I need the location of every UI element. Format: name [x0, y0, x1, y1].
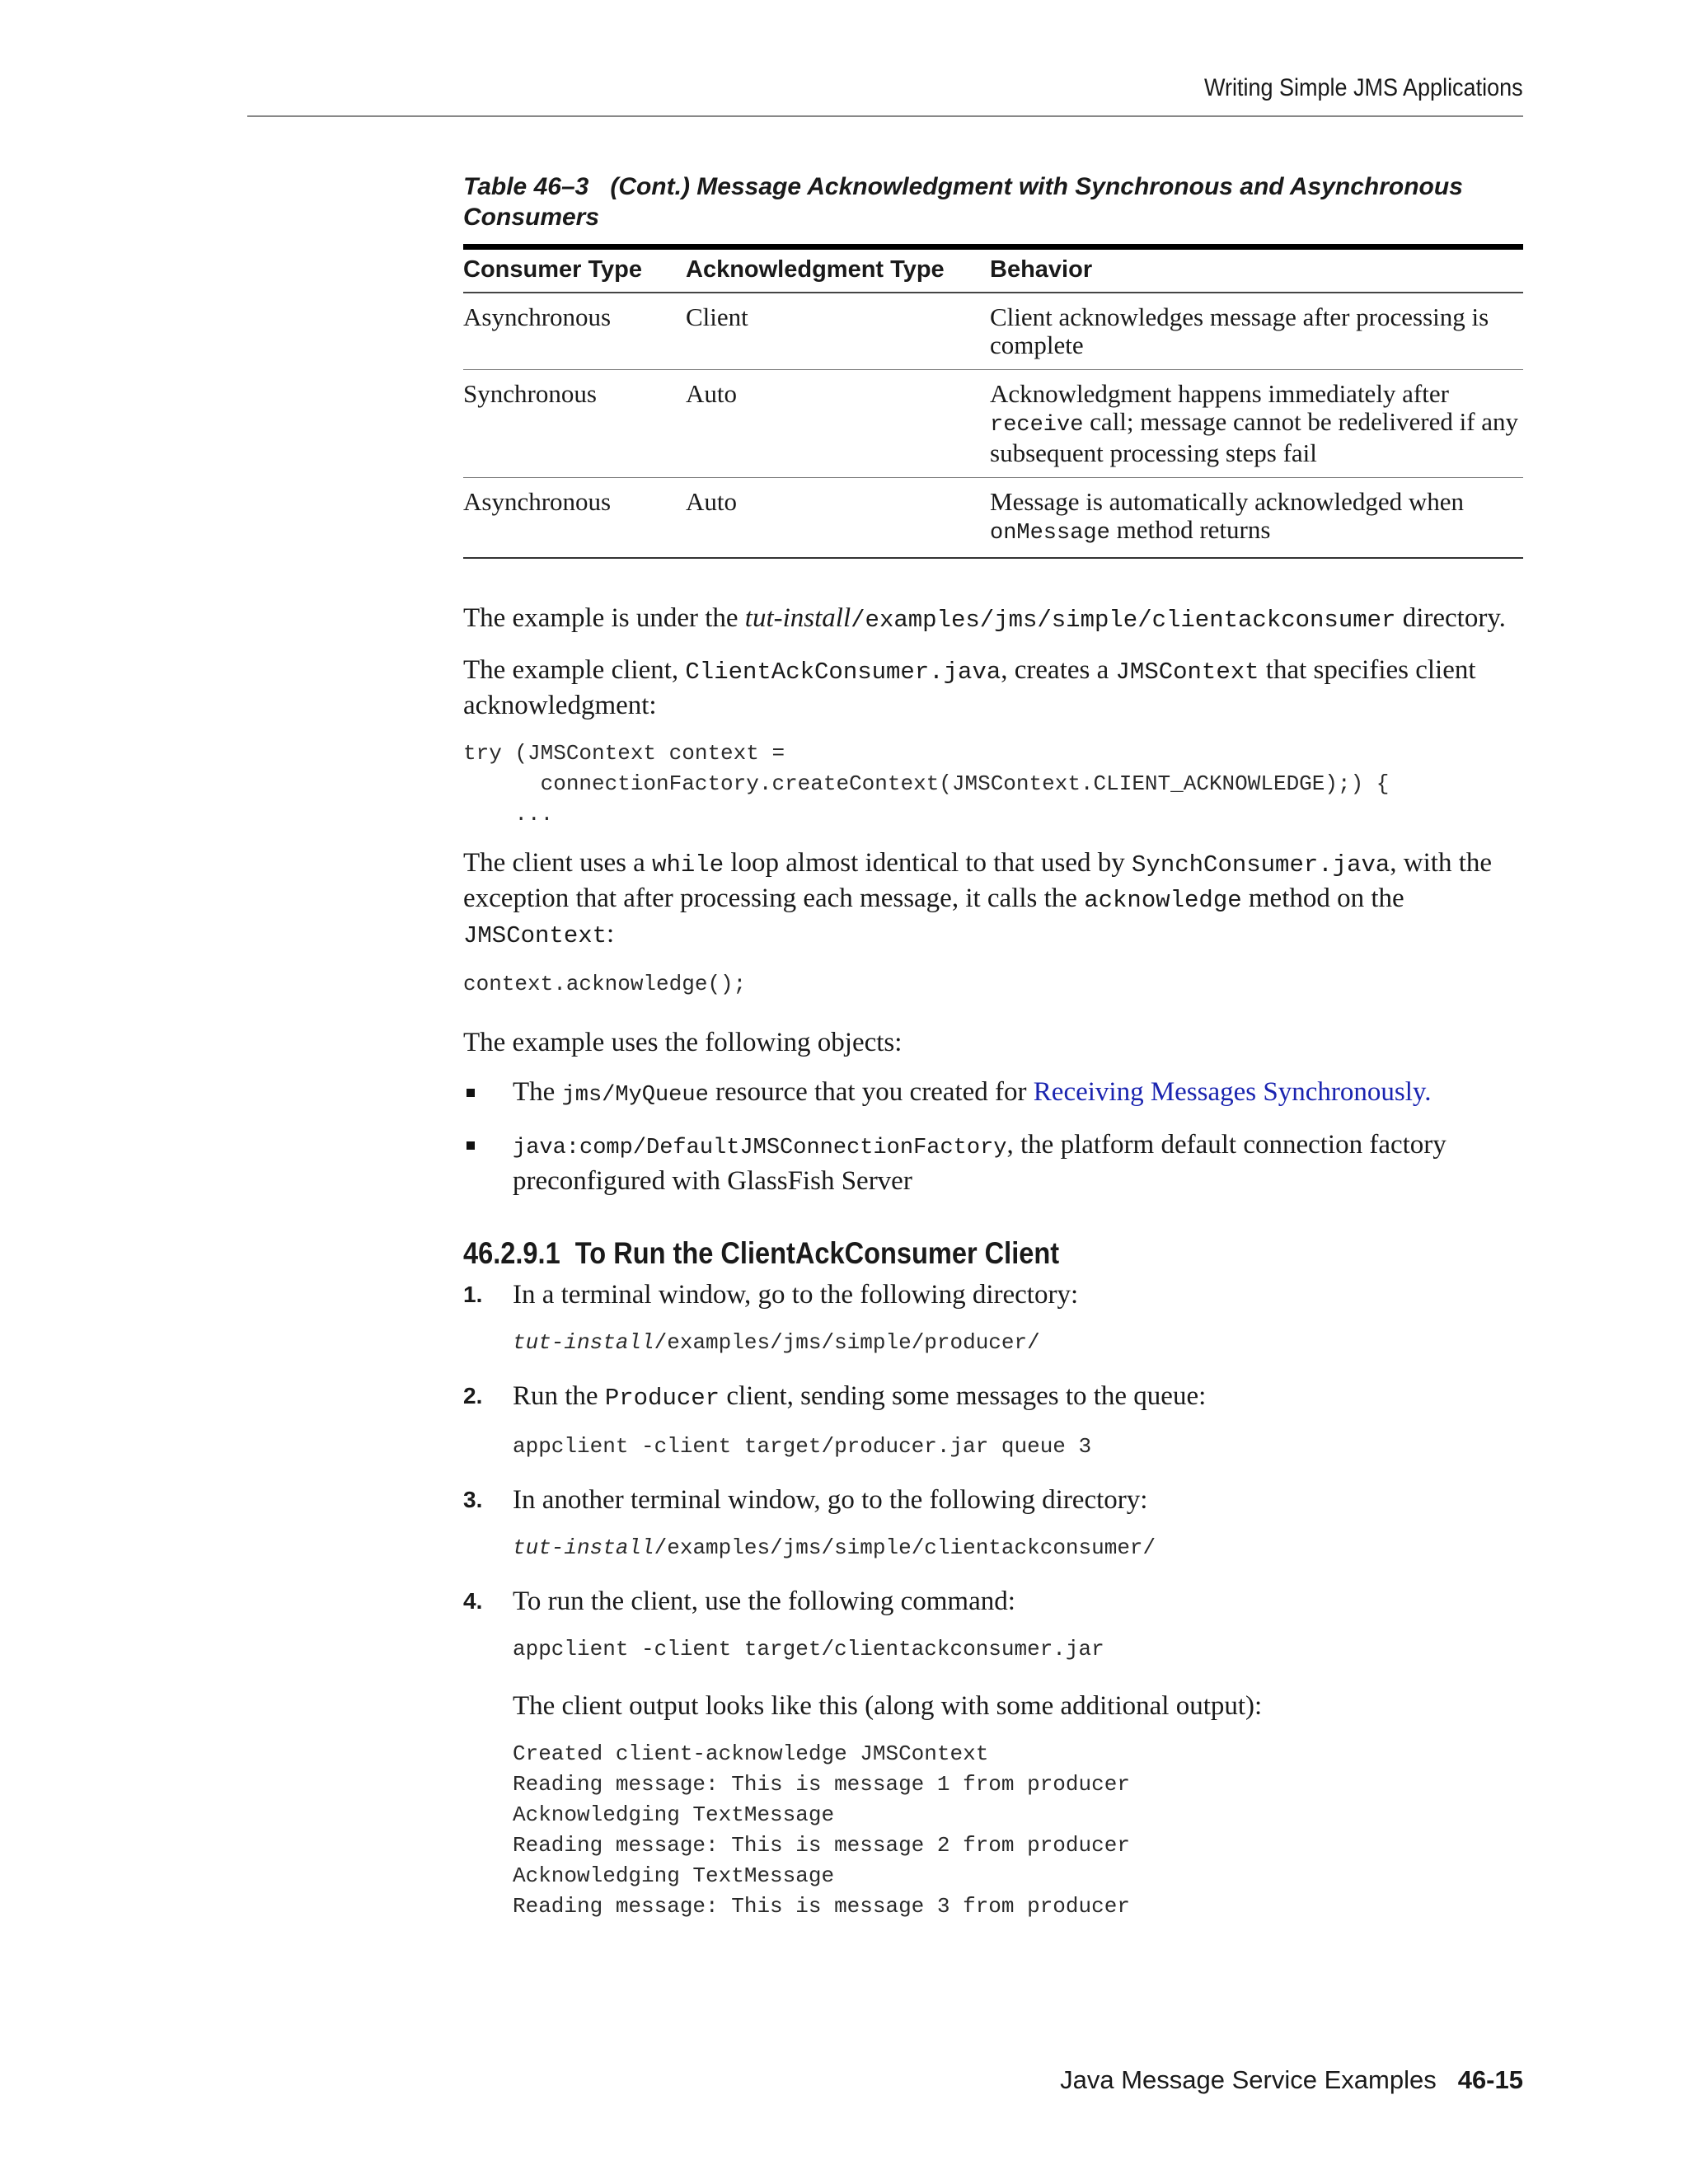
install-path-placeholder: tut-install: [744, 603, 851, 633]
list-item: [463, 1076, 1523, 1112]
list-item-text: resource that you created for: [708, 1077, 1034, 1107]
step-item: [463, 1585, 1523, 1922]
behavior-text: method returns: [1109, 515, 1271, 544]
cell-consumer-type: Synchronous: [463, 370, 686, 478]
behavior-text: call; message cannot be redelivered if any subsequent processing steps fail: [990, 407, 1519, 467]
inline-code: Producer: [604, 1385, 720, 1412]
step-item: [463, 1483, 1523, 1563]
step-number: 3.: [463, 1487, 483, 1512]
paragraph-text: that specifies client acknowledgment:: [463, 655, 1476, 720]
paragraph-text: loop almost identical to that used by: [724, 848, 1132, 878]
receiving-messages-link[interactable]: Receiving Messages Synchronously.: [1033, 1077, 1432, 1107]
objects-intro-paragraph: The example uses the following objects:: [463, 1028, 903, 1057]
inline-code: SynchConsumer.java: [1132, 851, 1390, 879]
cell-behavior: Client acknowledges message after processing is complete: [990, 293, 1523, 370]
cell-acknowledgment-type: Client: [686, 293, 990, 370]
paragraph-text: The example client,: [463, 655, 686, 685]
paragraph-text: The example is under the: [463, 603, 745, 633]
column-header-behavior: Behavior: [990, 247, 1523, 293]
code-block-create-context: try (JMSContext context = connectionFactory.createContext(JMSContext.CLIENT_ACKNOWLEDGE);) { ...: [463, 741, 1390, 827]
table-caption-number: Table 46–3: [463, 173, 589, 200]
column-header-acknowledgment-type: Acknowledgment Type: [686, 247, 990, 293]
list-item: [463, 1128, 1523, 1197]
behavior-text: Message is automatically acknowledged when: [990, 487, 1465, 516]
while-loop-paragraph: [463, 846, 1523, 953]
steps-list: [463, 1278, 1523, 1922]
behavior-code: onMessage: [990, 521, 1110, 546]
path-code: /examples/jms/simple/clientackconsumer: [851, 607, 1396, 634]
table-row: [463, 478, 1523, 559]
cell-behavior: [990, 370, 1523, 478]
section-title: To Run the ClientAckConsumer Client: [574, 1236, 1060, 1270]
table-row: [463, 293, 1523, 370]
step-text-part: client, sending some messages to the queue:: [720, 1381, 1207, 1411]
step-number: 4.: [463, 1588, 483, 1614]
step-code: [513, 1533, 1523, 1563]
step-number: 1.: [463, 1282, 483, 1307]
page-content: [463, 171, 1523, 1943]
step-text: The client output looks like this (along with some additional output):: [513, 1691, 1263, 1721]
table-header-row: [463, 247, 1523, 293]
paragraph-text: The client uses a: [463, 848, 653, 878]
section-heading: [463, 1235, 1396, 1272]
step-text: [513, 1380, 1523, 1415]
table-row: [463, 370, 1523, 478]
step-code: [513, 1328, 1523, 1358]
cell-consumer-type: Asynchronous: [463, 293, 686, 370]
paragraph-text: method on the: [1241, 883, 1404, 913]
paragraph-text: , creates a: [1001, 655, 1116, 685]
list-item-text: , the platform default connection factory preconfigured with GlassFish Server: [513, 1130, 1447, 1196]
paragraph-text: :: [607, 919, 615, 949]
example-client-paragraph: [463, 654, 1523, 722]
column-header-consumer-type: Consumer Type: [463, 247, 686, 293]
cell-acknowledgment-type: Auto: [686, 478, 990, 559]
class-name-code: JMSContext: [1115, 658, 1259, 686]
step-code: appclient -client target/clientackconsumer.jar: [513, 1637, 1104, 1661]
running-header: [247, 73, 1523, 117]
inline-code: acknowledge: [1084, 887, 1242, 914]
objects-list: [463, 1076, 1523, 1197]
table-caption: [463, 171, 1523, 232]
behavior-code: receive: [990, 413, 1084, 438]
paragraph-text: , with the exception that after processing each message, it calls the: [463, 848, 1493, 913]
behavior-text: Acknowledgment happens immediately after: [990, 379, 1449, 408]
table-caption-text: (Cont.) Message Acknowledgment with Synchronous and Asynchronous Consumers: [463, 173, 1463, 231]
acknowledgment-table: [463, 244, 1523, 559]
running-header-title: Writing Simple JMS Applications: [1204, 74, 1523, 101]
code-block-acknowledge: context.acknowledge();: [463, 972, 747, 996]
paragraph-text: directory.: [1395, 603, 1506, 633]
bullet-icon: [467, 1141, 475, 1150]
step-code: appclient -client target/producer.jar queue 3: [513, 1434, 1092, 1459]
inline-code: while: [652, 851, 724, 879]
page-footer: [1060, 2065, 1523, 2095]
step-text-part: Run the: [513, 1381, 605, 1411]
step-item: [463, 1380, 1523, 1462]
step-item: [463, 1278, 1523, 1358]
install-path-placeholder: tut-install: [513, 1535, 654, 1560]
path-code: /examples/jms/simple/producer/: [654, 1330, 1040, 1355]
example-location-paragraph: [463, 602, 1523, 637]
step-text: In a terminal window, go to the following directory:: [513, 1280, 1079, 1310]
step-number: 2.: [463, 1383, 483, 1408]
page-number: 46-15: [1457, 2065, 1523, 2094]
inline-code: JMSContext: [463, 922, 607, 949]
install-path-placeholder: tut-install: [513, 1330, 654, 1355]
section-number: 46.2.9.1: [463, 1236, 560, 1270]
cell-consumer-type: Asynchronous: [463, 478, 686, 559]
bullet-icon: [467, 1089, 475, 1097]
list-item-text: The: [513, 1077, 562, 1107]
inline-code: jms/MyQueue: [561, 1083, 709, 1108]
inline-code: java:comp/DefaultJMSConnectionFactory: [513, 1136, 1007, 1160]
footer-title: Java Message Service Examples: [1060, 2065, 1437, 2094]
cell-behavior: [990, 478, 1523, 559]
path-code: /examples/jms/simple/clientackconsumer/: [654, 1535, 1156, 1560]
client-output-code: Created client-acknowledge JMSContext Reading message: This is message 1 from producer Acknowledging TextMessage Reading message: This is message 2 from producer Acknowledging TextMessage Reading message: This is message 3 from producer: [513, 1741, 1130, 1919]
step-text: To run the client, use the following command:: [513, 1586, 1015, 1616]
class-name-code: ClientAckConsumer.java: [685, 658, 1001, 686]
step-text: In another terminal window, go to the following directory:: [513, 1485, 1148, 1515]
cell-acknowledgment-type: Auto: [686, 370, 990, 478]
